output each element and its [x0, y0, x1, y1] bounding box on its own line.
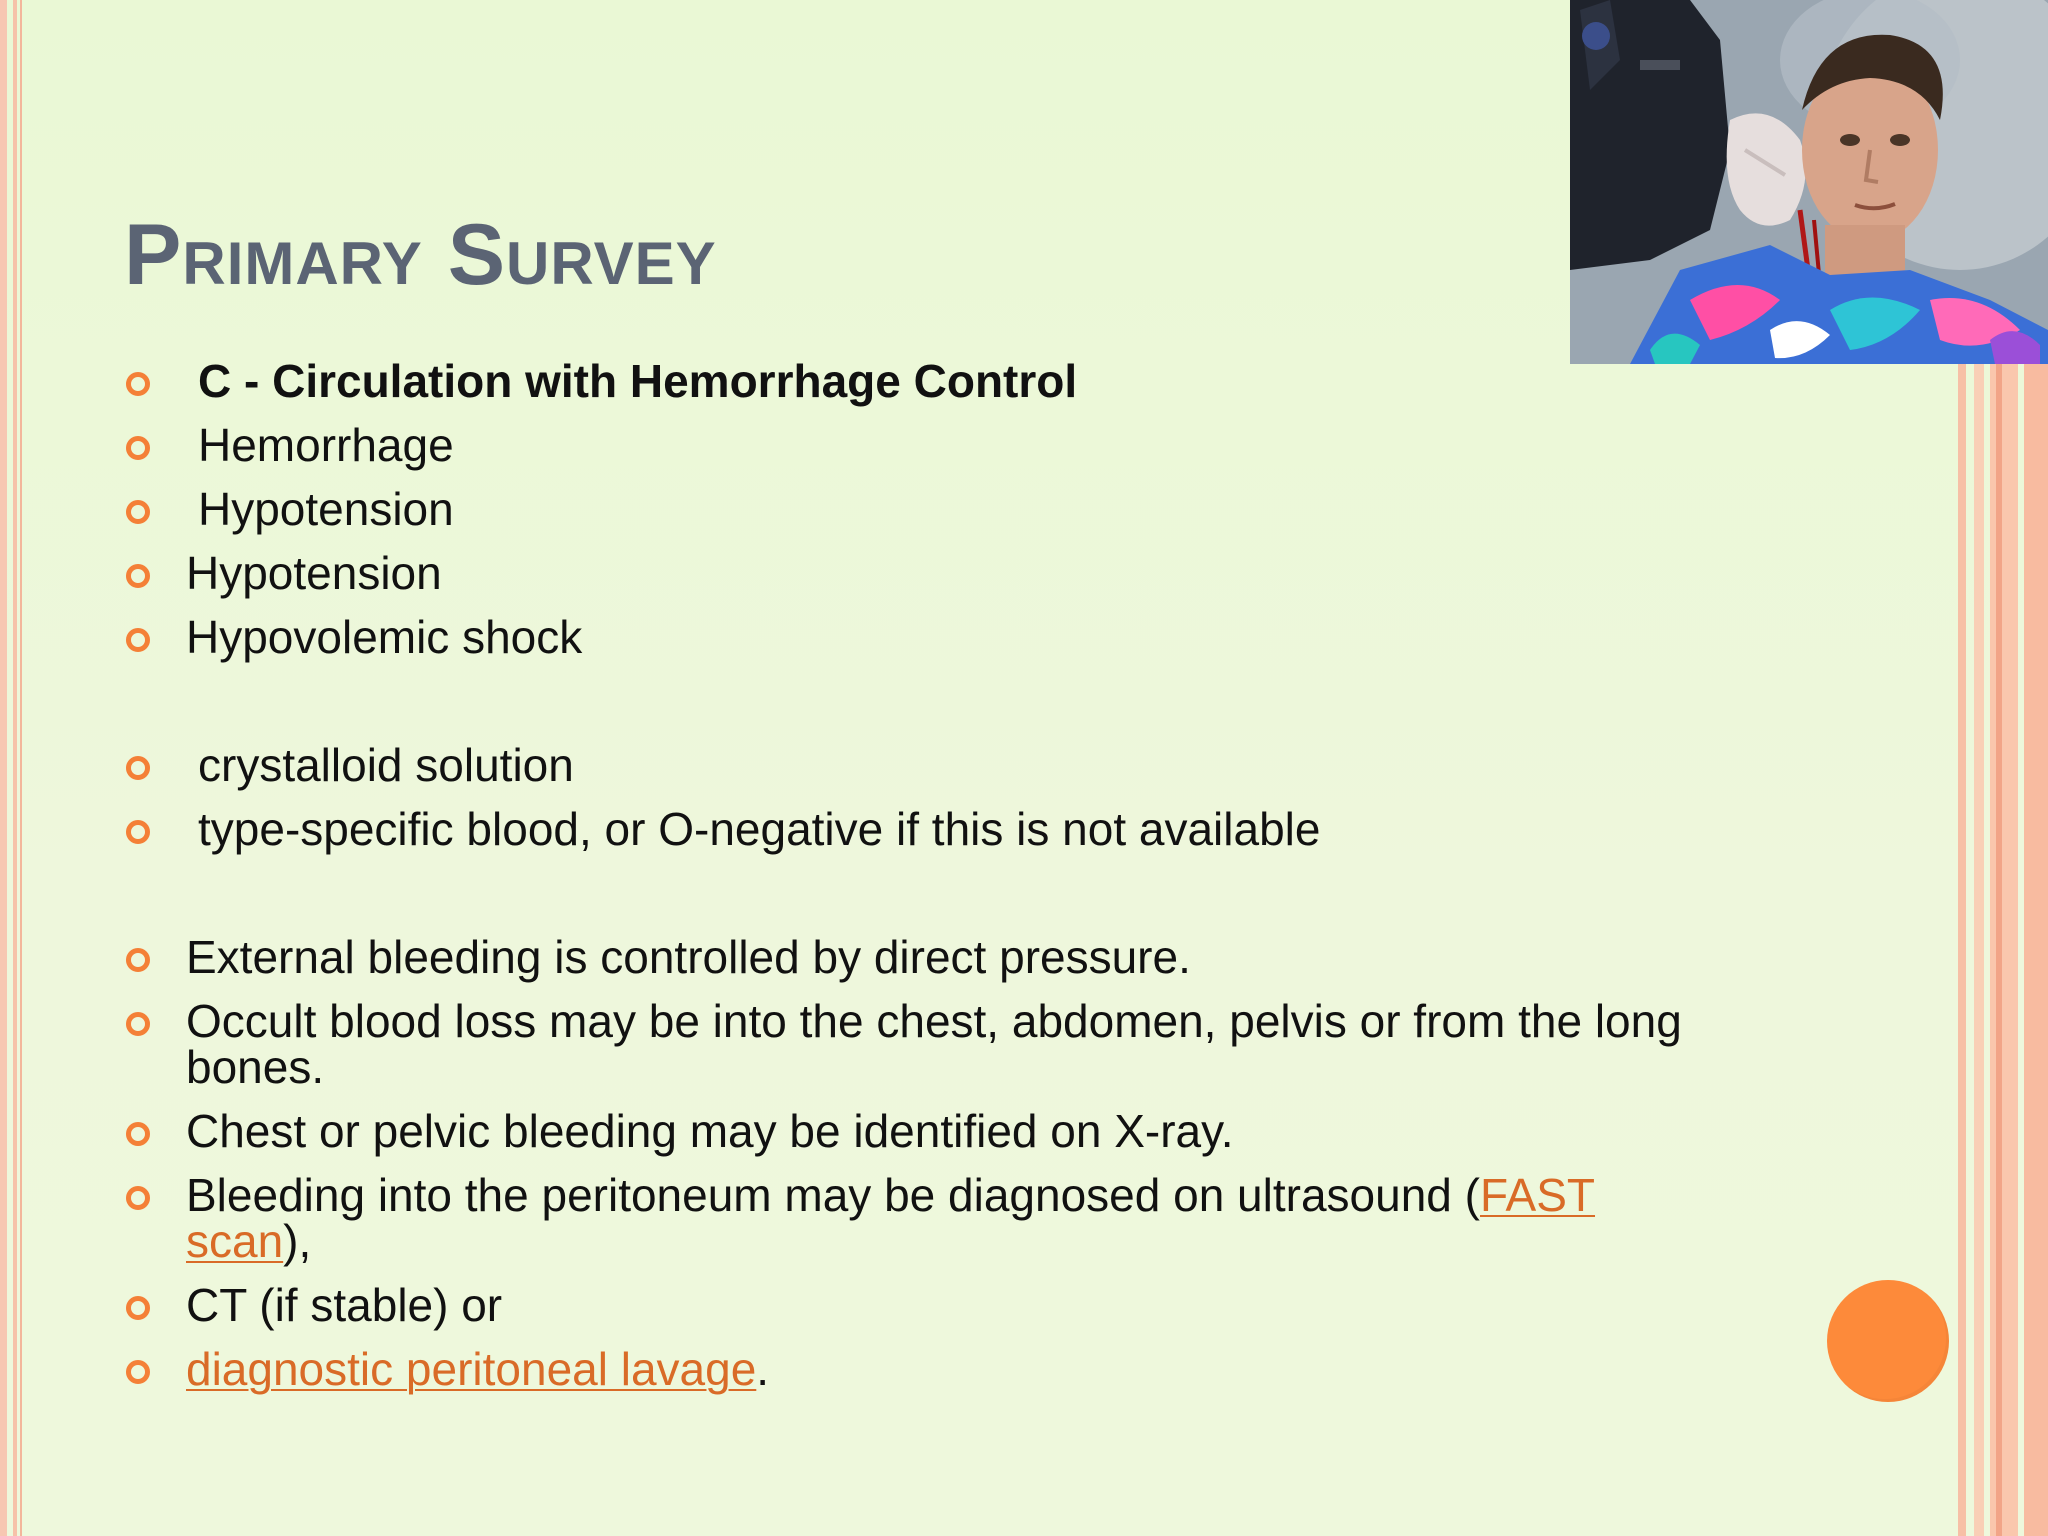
- right-border-stripe: [1996, 364, 2002, 1536]
- bullet-text: Hypotension: [186, 547, 442, 599]
- bullet-text: Hypovolemic shock: [186, 611, 583, 663]
- bullet-text: Occult blood loss may be into the chest, abdomen, pelvis or from the long bones.: [186, 995, 1682, 1093]
- right-border-stripe: [1974, 364, 1984, 1536]
- bullet-circle-icon: [126, 1122, 150, 1146]
- left-border-stripe: [13, 0, 17, 1536]
- left-border-stripe: [0, 0, 7, 1536]
- bullet-item: [124, 1169, 1684, 1267]
- bullet-item: [124, 995, 1684, 1093]
- bullet-item: [124, 419, 1684, 471]
- bullet-circle-icon: [126, 564, 150, 588]
- bullet-circle-icon: [126, 1360, 150, 1384]
- bullet-item: [124, 739, 1684, 791]
- bullet-circle-icon: [126, 628, 150, 652]
- trauma-patient-photo: [1570, 0, 2048, 364]
- orange-accent-circle: [1827, 1280, 1949, 1402]
- bullet-item: [124, 355, 1684, 407]
- right-border-stripe: [1990, 364, 2018, 1536]
- bullet-text: External bleeding is controlled by direct pressure.: [186, 931, 1191, 983]
- bullet-text: type-specific blood, or O-negative if this is not available: [198, 803, 1321, 855]
- bullet-item: [124, 1105, 1684, 1157]
- bullet-circle-icon: [126, 948, 150, 972]
- bullet-text: C - Circulation with Hemorrhage Control: [198, 355, 1078, 407]
- bullet-text: Hemorrhage: [198, 419, 454, 471]
- bullet-item: [124, 803, 1684, 855]
- bullet-item: [124, 1343, 1684, 1395]
- slide-title: Primary Survey: [124, 207, 717, 303]
- bullet-text-after: .: [756, 1343, 770, 1395]
- bullet-circle-icon: [126, 820, 150, 844]
- bullet-item: [124, 931, 1684, 983]
- diagnostic-peritoneal-lavage-link[interactable]: diagnostic peritoneal lavage: [186, 1343, 757, 1395]
- bullet-item: [124, 611, 1684, 663]
- bullet-item: [124, 547, 1684, 599]
- bullet-circle-icon: [126, 1296, 150, 1320]
- bullet-circle-icon: [126, 436, 150, 460]
- bullet-text: crystalloid solution: [198, 739, 574, 791]
- right-border-stripe: [2024, 364, 2048, 1536]
- bullet-circle-icon: [126, 1186, 150, 1210]
- bullet-circle-icon: [126, 756, 150, 780]
- bullet-item: [124, 1279, 1684, 1331]
- right-border-stripe: [1958, 364, 1966, 1536]
- bullet-text: CT (if stable) or: [186, 1279, 503, 1331]
- fast-scan-link[interactable]: FAST scan: [186, 1169, 1596, 1267]
- bullet-item: [124, 483, 1684, 535]
- bullet-circle-icon: [126, 500, 150, 524]
- bullet-text: Hypotension: [198, 483, 454, 535]
- bullet-list: [124, 355, 1684, 1395]
- bullet-text: [186, 1343, 769, 1395]
- bullet-circle-icon: [126, 1012, 150, 1036]
- bullet-text: Chest or pelvic bleeding may be identified on X-ray.: [186, 1105, 1234, 1157]
- bullet-text-before: Bleeding into the peritoneum may be diagnosed on ultrasound (: [186, 1169, 1480, 1221]
- bullet-circle-icon: [126, 372, 150, 396]
- bullet-text-after: ),: [283, 1215, 312, 1267]
- left-border-stripe: [20, 0, 22, 1536]
- bullet-text: [186, 1169, 1595, 1267]
